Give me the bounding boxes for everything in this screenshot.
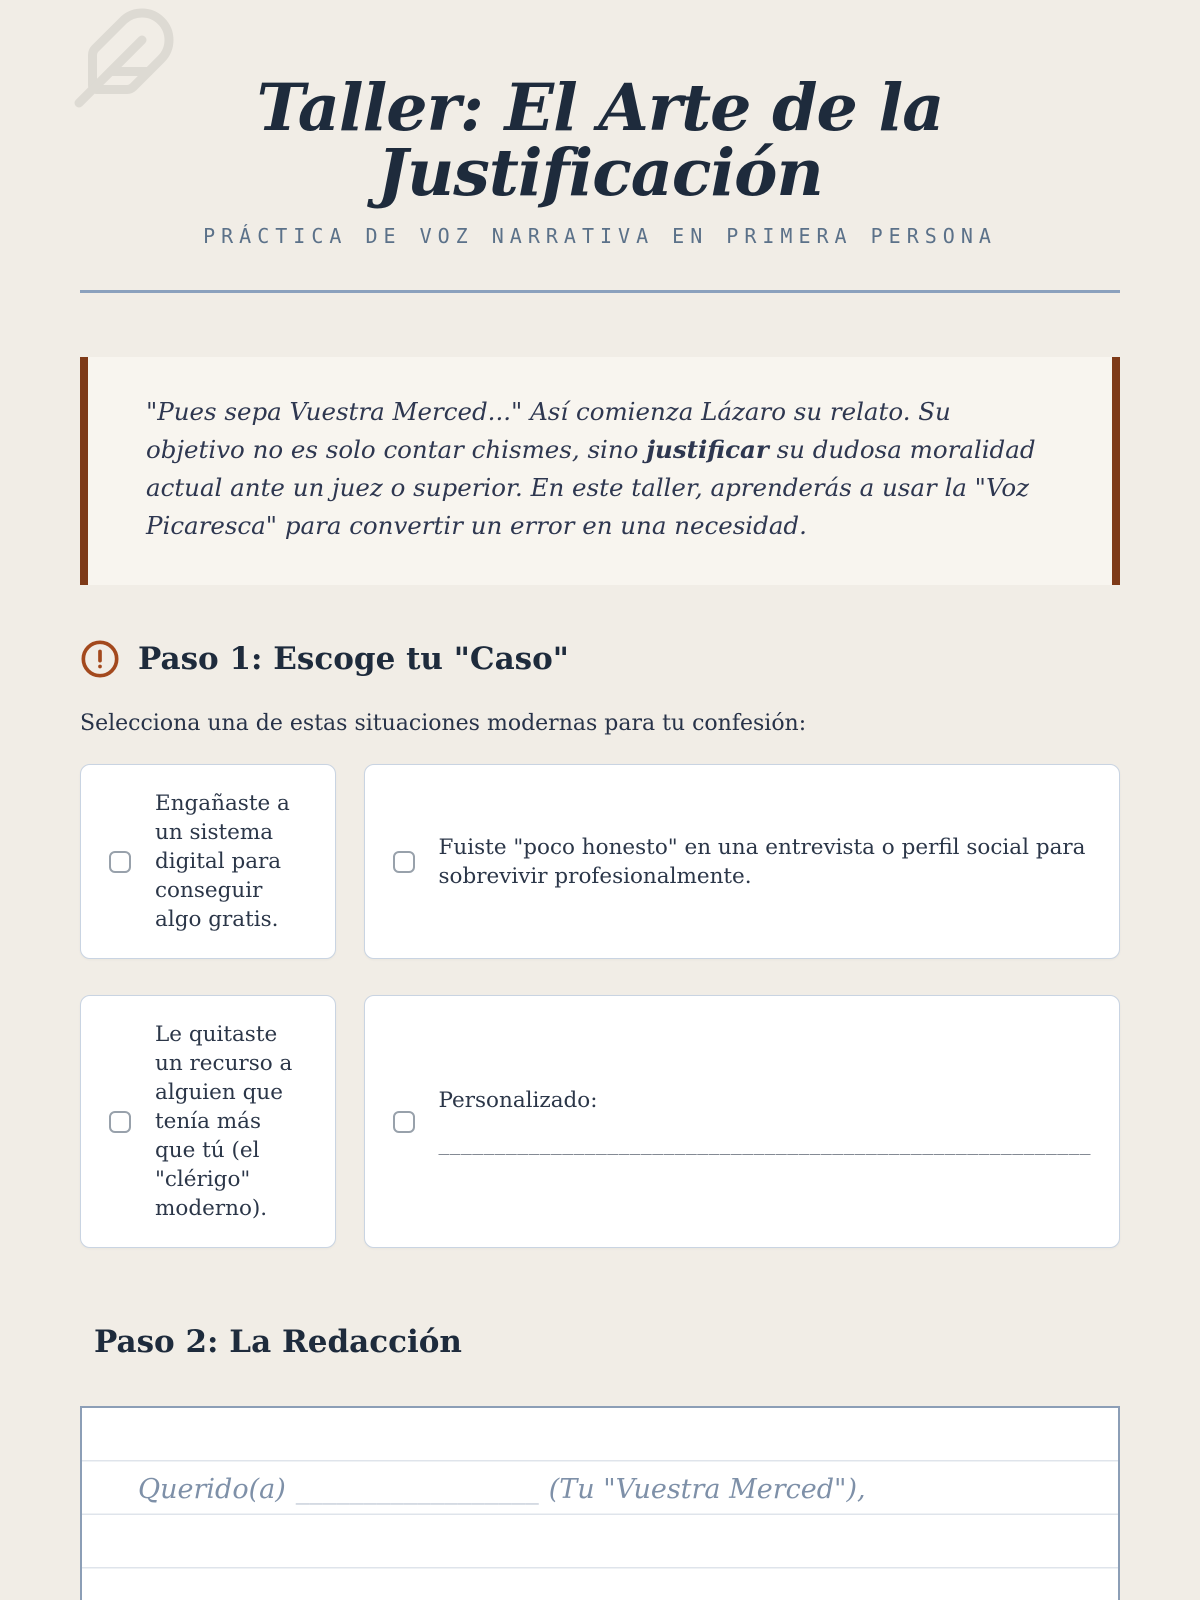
header-divider	[80, 290, 1120, 293]
greeting-blank-line: __________________	[295, 1474, 539, 1505]
intro-quote-text	[146, 393, 1054, 545]
option-card-digital-system[interactable]	[80, 764, 336, 959]
option-label-1: Engañaste a un sistema digital para conseguir algo gratis.	[155, 791, 290, 932]
intro-quote	[80, 357, 1120, 585]
custom-option-blank-line[interactable]: __________________________________________________________	[438, 1130, 1091, 1156]
option-card-dishonest-interview[interactable]	[364, 764, 1121, 959]
option-card-custom[interactable]	[364, 995, 1121, 1248]
step1-section	[80, 639, 1120, 1248]
greeting-prefix: Querido(a)	[138, 1474, 286, 1505]
step1-heading-text: Paso 1: Escoge tu "Caso"	[138, 641, 569, 677]
step2-section	[80, 1324, 1120, 1600]
letter-greeting-line	[82, 1408, 1118, 1505]
checkbox-option-3[interactable]	[109, 1111, 131, 1133]
page-title: Taller: El Arte de la Justificación	[256, 70, 944, 211]
checkbox-option-1[interactable]	[109, 851, 131, 873]
checkbox-option-4[interactable]	[393, 1111, 415, 1133]
option-card-took-resource[interactable]	[80, 995, 336, 1248]
checkbox-option-2[interactable]	[393, 851, 415, 873]
letter-writing-area[interactable]	[80, 1406, 1120, 1600]
step1-heading	[80, 639, 1120, 679]
custom-option-label-text: Personalizado:	[438, 1087, 598, 1113]
option-label-4	[439, 1086, 1092, 1158]
worksheet-header	[80, 0, 1120, 293]
greeting-suffix: (Tu "Vuestra Merced"),	[548, 1474, 866, 1505]
intro-quote-bold-word: justificar	[646, 435, 769, 464]
case-options-grid	[80, 764, 1120, 1248]
alert-circle-icon	[80, 639, 120, 679]
page-subtitle: PRÁCTICA DE VOZ NARRATIVA EN PRIMERA PERSONA	[203, 224, 997, 248]
option-label-3: Le quitaste un recurso a alguien que tenía más que tú (el "clérigo" moderno).	[155, 1022, 293, 1221]
option-label-2: Fuiste "poco honesto" en una entrevista o perfil social para sobrevivir profesionalmente.	[438, 834, 1086, 889]
step1-instruction: Selecciona una de estas situaciones modernas para tu confesión:	[80, 711, 807, 736]
intro-quote-text-before: "Pues sepa Vuestra Merced..." Así comienza Lázaro su relato. Su objetivo no es solo contar chismes, sino	[146, 397, 951, 464]
intro-quote-text-after: su dudosa moralidad actual ante un juez o superior. En este taller, aprenderás a usar la "Voz Picaresca" para convertir un error en una necesidad.	[146, 435, 1036, 540]
step2-heading: Paso 2: La Redacción	[94, 1324, 462, 1360]
